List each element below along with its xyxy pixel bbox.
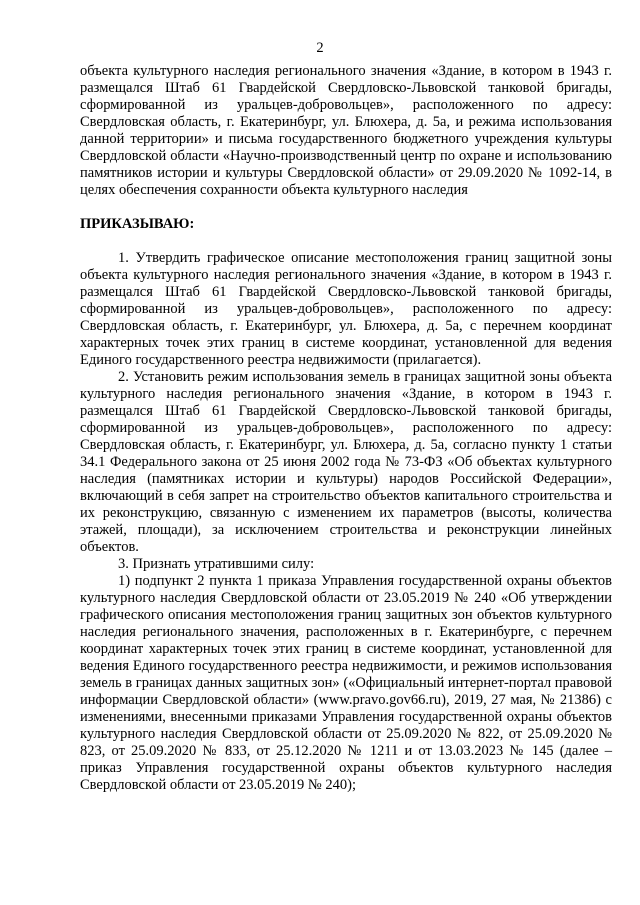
page-number: 2 (316, 40, 324, 56)
intro-paragraph: объекта культурного наследия регионального значения «Здание, в котором в 1943 г. размещался Штаб 61 Гвардейской Свердловско-Львовской танковой бригады, сформированной из уральцев-добровольцев», расположенного по адресу: Свердловская область, г. Екатеринбург, ул. Блюхера, д. 5а, и режима использования данной территории» и письма государственного бюджетного учреждения культуры Свердловской области «Научно-производственный центр по охране и использованию памятников истории и культуры Свердловской области» от 29.09.2020 № 1092-14, в целях обеспечения сохранности объекта культурного наследия (80, 63, 612, 198)
item-1-paragraph: 1. Утвердить графическое описание местоположения границ защитной зоны объекта культурного наследия регионального значения «Здание, в котором в 1943 г. размещался Штаб 61 Гвардейской Свердловско-Львовской танковой бригады, сформированной из уральцев-добровольцев», расположенного по адресу: Свердловская область, г. Екатеринбург, ул. Блюхера, д. 5а, с перечнем координат характерных точек этих границ в системе координат, установленной для ведения Единого государственного реестра недвижимости (прилагается). (80, 250, 612, 368)
item-3-paragraph: 3. Признать утратившими силу: (118, 556, 315, 572)
order-heading: ПРИКАЗЫВАЮ: (80, 216, 195, 232)
item-2-paragraph: 2. Установить режим использования земель в границах защитной зоны объекта культурного наследия регионального значения «Здание, в котором в 1943 г. размещался Штаб 61 Гвардейской Свердловско-Львовской танковой бригады, сформированной из уральцев-добровольцев», расположенного по адресу: Свердловская область, г. Екатеринбург, ул. Блюхера, д. 5а, согласно пункту 1 статьи 34.1 Федерального закона от 25 июня 2002 года № 73-ФЗ «Об объектах культурного наследия (памятниках истории и культуры) народов Российской Федерации», включающий в себя запрет на строительство объектов капитального строительства и их реконструкцию, связанную с изменением их параметров (высоты, количества этажей, площади), за исключением строительства и реконструкции линейных объектов. (80, 369, 612, 555)
item-3-1-paragraph: 1) подпункт 2 пункта 1 приказа Управления государственной охраны объектов культурного наследия Свердловской области от 23.05.2019 № 240 «Об утверждении графического описания местоположения границ защитных зон объектов культурного наследия регионального значения, расположенных в г. Екатеринбурге, с перечнем координат характерных точек этих границ в системе координат, установленной для ведения Единого государственного реестра недвижимости, и режимов использования земель в границах данных защитных зон» («Официальный интернет-портал правовой информации Свердловской области» (www.pravo.gov66.ru), 2019, 27 мая, № 21386) с изменениями, внесенными приказами Управления государственной охраны объектов культурного наследия Свердловской области от 25.09.2020 № 822, от 25.09.2020 № 823, от 25.09.2020 № 833, от 25.12.2020 № 1211 и от 13.03.2023 № 145 (далее – приказ Управления государственной охраны объектов культурного наследия Свердловской области от 23.05.2019 № 240); (80, 573, 612, 793)
document-body (80, 63, 612, 794)
